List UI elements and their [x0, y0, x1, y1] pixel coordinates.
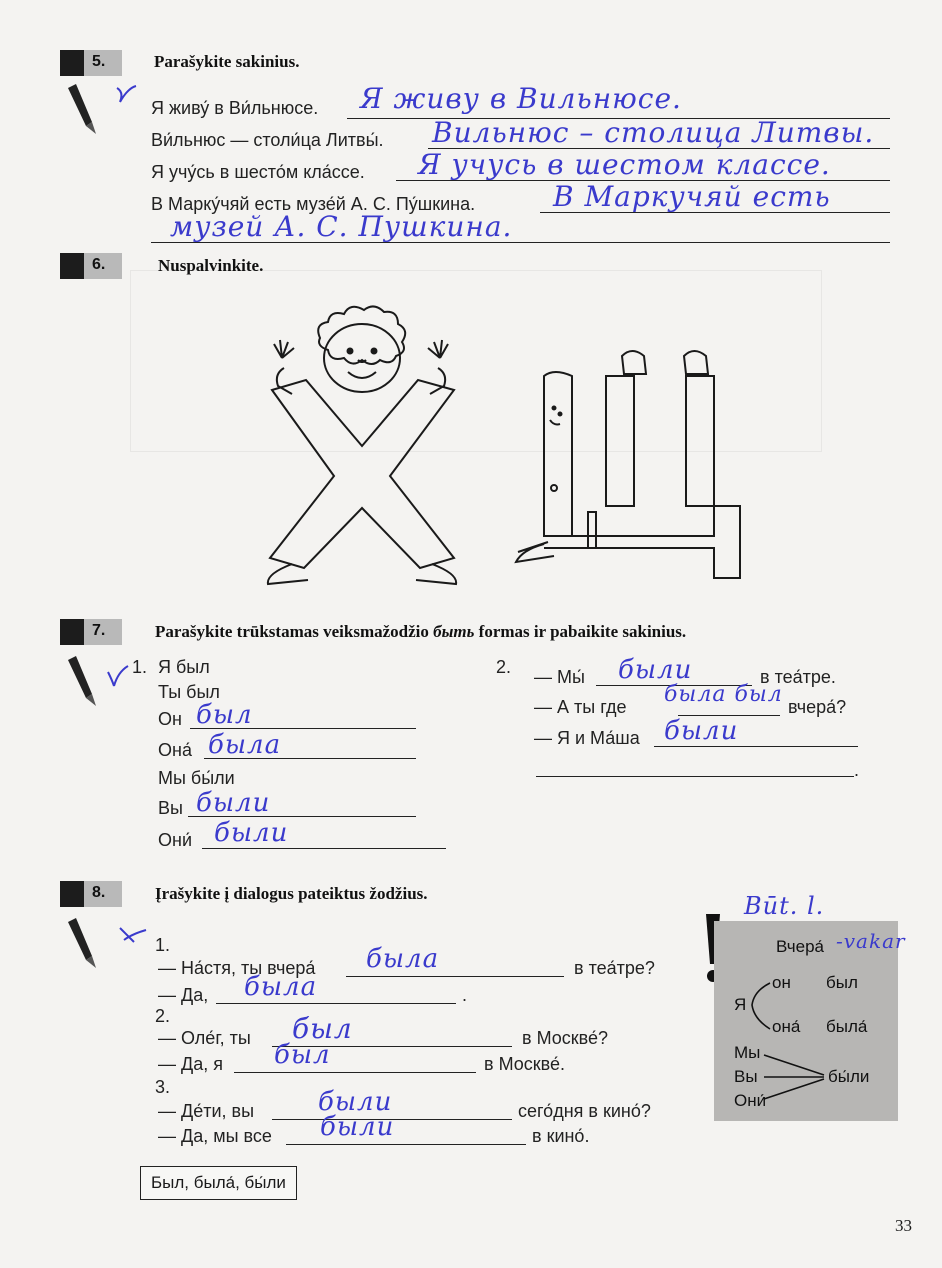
- s7-col2-line-2-pre: — А ты где: [534, 697, 627, 717]
- s5-answer-1: Я живу в Вильнюсе.: [360, 82, 682, 115]
- s8-d2a-post: в Москве́?: [522, 1028, 609, 1048]
- s5-answer-4-cont: музей А. С. Пушкина.: [170, 210, 513, 243]
- s8-d1-number: 1.: [155, 935, 171, 955]
- section-8-title: Įrašykite į dialogus pateiktus žodžius.: [155, 884, 428, 903]
- s8-d2a-answer: был: [292, 1012, 353, 1045]
- s7-col1-number: 1.: [132, 657, 148, 677]
- pen-icon-2: [62, 650, 140, 710]
- s7-col2-rule-4: [536, 776, 854, 777]
- grammar-title-note: -vakar: [836, 929, 906, 953]
- s7-col1-line-7: Они́: [158, 830, 192, 850]
- grammar-title: Вчера́: [776, 937, 824, 956]
- section-5-number: 5.: [60, 50, 122, 76]
- section-5-title: Parašykite sakinius.: [154, 52, 300, 71]
- s7-col1-line-6: Вы: [158, 798, 183, 818]
- s7-col1-answer-7: были: [214, 818, 289, 848]
- grammar-vy: Вы: [734, 1067, 758, 1086]
- grammar-on: он: [772, 973, 791, 992]
- s7-col1-answer-6: были: [196, 788, 271, 818]
- s5-answer-4: В Маркучяй есть: [553, 180, 831, 213]
- pen-icon: [62, 78, 140, 140]
- s7-col2-line-1-pre: — Мы́: [534, 667, 585, 687]
- grammar-hand-note: Būt. l.: [744, 892, 825, 920]
- s8-d1b-rule: [216, 1003, 456, 1004]
- grammar-byla: была́: [826, 1017, 868, 1036]
- page-number: 33: [895, 1216, 912, 1235]
- s7-col2-line-2-post: вчера́?: [788, 697, 847, 717]
- s8-d2b-post: в Москве́.: [484, 1054, 566, 1074]
- s7-col1-line-2: Ты был: [158, 682, 220, 702]
- s8-d2a-pre: — Оле́г, ты: [158, 1028, 251, 1048]
- s7-col1-line-4: Она́: [158, 740, 192, 760]
- grammar-my: Мы: [734, 1043, 761, 1062]
- s5-printed-3: Я учу́сь в шесто́м кла́ссе.: [151, 162, 365, 182]
- s8-d1b-post: .: [462, 985, 468, 1005]
- grammar-ya: Я: [734, 995, 747, 1014]
- s8-d3a-pre: — Де́ти, вы: [158, 1101, 255, 1121]
- grammar-oni: Они́: [734, 1091, 767, 1110]
- s7-col1-rule-7: [202, 848, 446, 849]
- letter-kh-illustration: [262, 296, 474, 586]
- s8-d2-number: 2.: [155, 1006, 171, 1026]
- s8-d1b-pre: — Да,: [158, 985, 209, 1005]
- s7-col2-answer-1: были: [618, 655, 693, 685]
- s7-col2-line-3-pre: — Я и Ма́ша: [534, 728, 640, 748]
- s8-d3a-answer: были: [318, 1087, 393, 1117]
- s7-col2-rule-3: [654, 746, 858, 747]
- s8-d3b-post: в кино́.: [532, 1126, 590, 1146]
- s8-d3-number: 3.: [155, 1077, 171, 1097]
- grammar-ona: она́: [772, 1017, 801, 1036]
- grammar-byl: был: [826, 973, 858, 992]
- s5-answer-2: Вильнюс – столица Литвы.: [432, 116, 875, 149]
- s8-d3b-answer: были: [320, 1112, 395, 1142]
- s7-col2-end-period: .: [854, 760, 860, 780]
- s7-col2-number: 2.: [496, 657, 512, 677]
- s5-printed-4: В Марку́чяй есть музе́й А. С. Пу́шкина.: [151, 194, 476, 214]
- s7-col2-answer-3: были: [664, 716, 739, 746]
- s7-col1-line-5: Мы бы́ли: [158, 768, 235, 788]
- letter-ts-illustration: [508, 348, 770, 580]
- s5-answer-3: Я учусь в шестом классе.: [418, 148, 831, 181]
- s8-d3b-pre: — Да, мы все: [158, 1126, 272, 1146]
- s8-d1a-answer: была: [366, 944, 440, 974]
- s7-col2-line-1-post: в теа́тре.: [760, 667, 836, 687]
- s7-col1-answer-4: была: [208, 730, 282, 760]
- section-6-title: Nuspalvinkite.: [158, 256, 264, 275]
- s7-col1-line-3: Он: [158, 709, 182, 729]
- section-6-number: 6.: [60, 253, 122, 279]
- section-8-number: 8.: [60, 881, 122, 907]
- section-7-title: Parašykite trūkstamas veiksmažodžio быть formas ir pabaikite sakinius.: [155, 622, 687, 641]
- s8-d1a-pre: — На́стя, ты вчера́: [158, 958, 316, 978]
- s5-printed-2: Ви́льнюс — столи́ца Литвы́.: [151, 130, 384, 150]
- s8-d2b-rule: [234, 1072, 476, 1073]
- s7-col1-line-1: Я был: [158, 657, 210, 677]
- s8-d3b-rule: [286, 1144, 526, 1145]
- s8-d1a-rule: [346, 976, 564, 977]
- s7-col1-answer-3: был: [196, 700, 253, 730]
- section-7-number: 7.: [60, 619, 122, 645]
- grammar-brackets: [714, 921, 898, 1121]
- s8-d1a-post: в теа́тре?: [574, 958, 655, 978]
- s8-d2b-pre: — Да, я: [158, 1054, 223, 1074]
- word-bank-box: Был, была́, бы́ли: [140, 1166, 297, 1200]
- grammar-byli: бы́ли: [828, 1067, 870, 1086]
- s7-col2-answer-2: была был: [664, 682, 783, 707]
- s8-d2b-answer: был: [274, 1040, 331, 1070]
- grammar-box: [714, 921, 906, 1121]
- s8-d1b-answer: была: [244, 972, 318, 1002]
- s8-d3a-post: сего́дня в кино́?: [518, 1101, 651, 1121]
- pen-icon-3: [62, 912, 152, 974]
- s5-printed-1: Я живу́ в Ви́льнюсе.: [151, 98, 319, 118]
